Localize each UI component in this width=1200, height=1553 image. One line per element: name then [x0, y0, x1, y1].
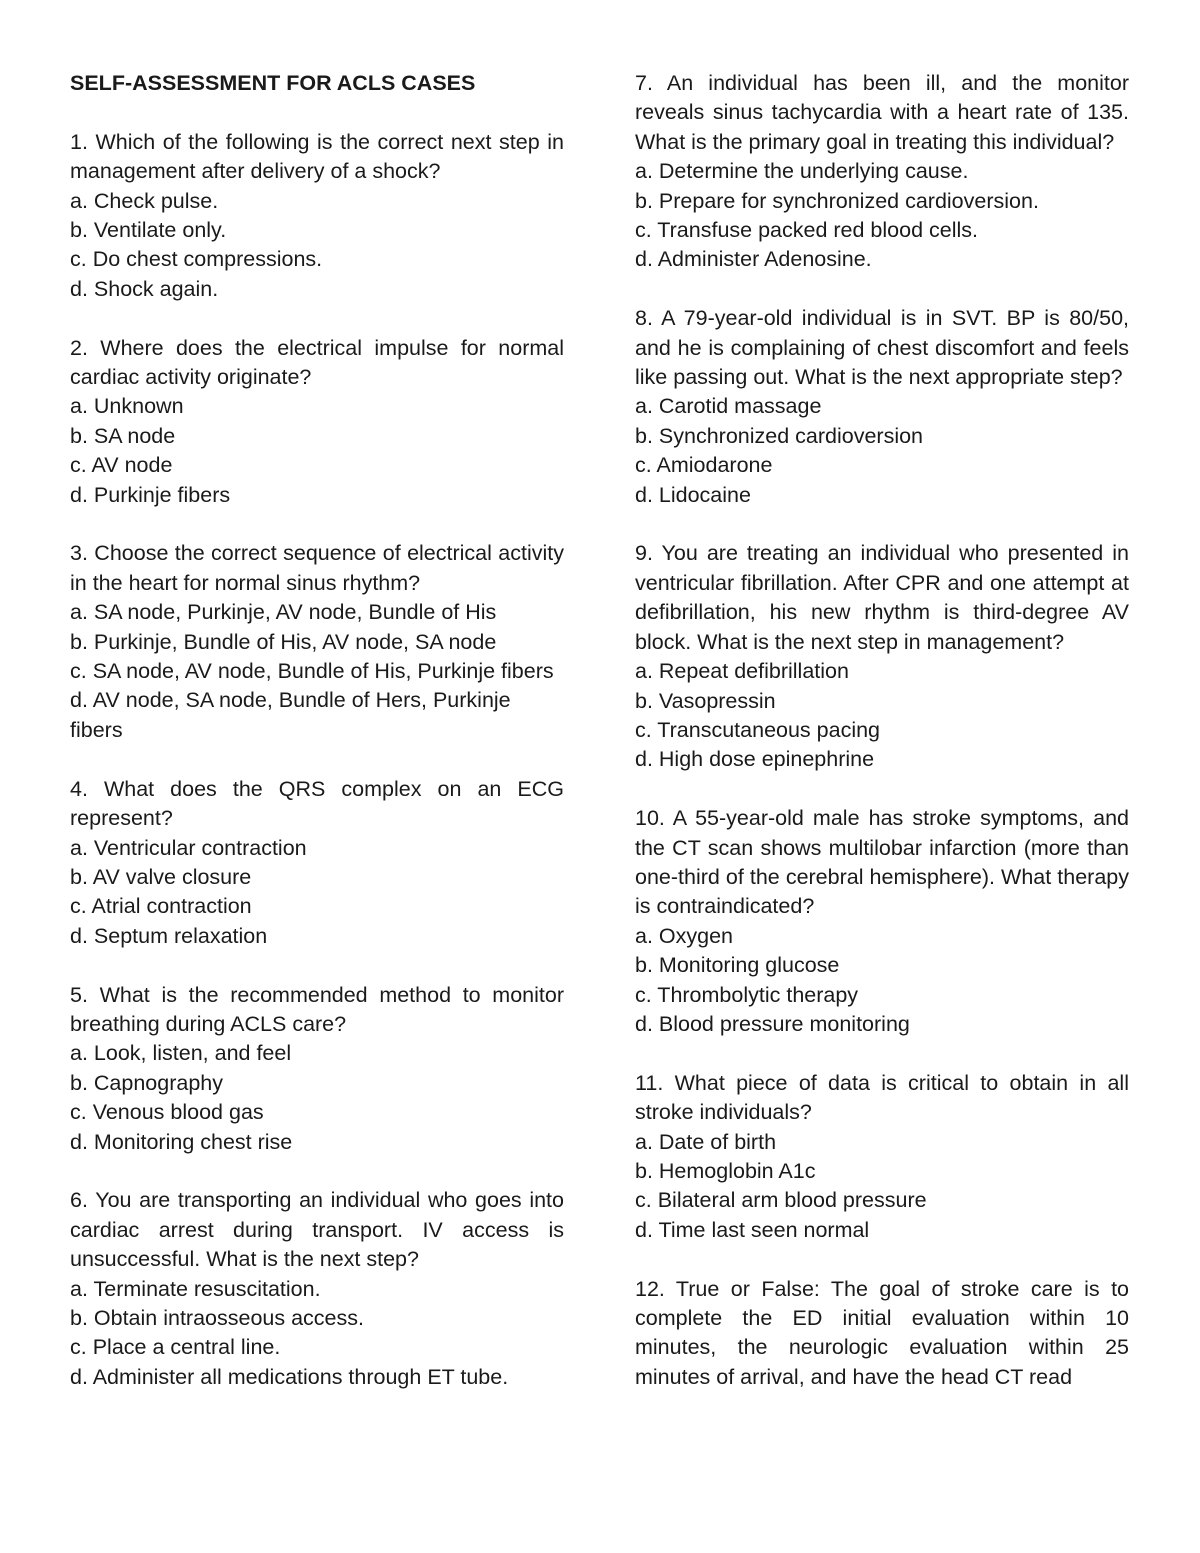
- answer-option: b. Hemoglobin A1c: [635, 1158, 816, 1183]
- answer-option: c. Place a central line.: [70, 1335, 281, 1360]
- answer-option: a. Ventricular contraction: [70, 835, 307, 860]
- answer-option: a. SA node, Purkinje, AV node, Bundle of His: [70, 600, 497, 625]
- question-stem: 1. Which of the following is the correct next step in management after delivery of a shock?: [70, 129, 564, 184]
- left-column: [70, 69, 564, 1422]
- answer-option: c. Atrial contraction: [70, 894, 252, 919]
- answer-option: a. Date of birth: [635, 1129, 777, 1154]
- answer-option: b. Monitoring glucose: [635, 953, 840, 978]
- answer-option: a. Look, listen, and feel: [70, 1041, 292, 1066]
- answer-option: a. Repeat defibrillation: [635, 659, 849, 684]
- answer-option: b. AV valve closure: [70, 864, 252, 889]
- question-list-right: [635, 69, 1129, 1392]
- question-block: [635, 804, 1129, 1039]
- answer-option: b. Obtain intraosseous access.: [70, 1305, 364, 1330]
- answer-option: b. Ventilate only.: [70, 218, 227, 243]
- answer-option: c. Bilateral arm blood pressure: [635, 1188, 927, 1213]
- answer-option: a. Unknown: [70, 394, 184, 419]
- answer-option: c. SA node, AV node, Bundle of His, Purkinje fibers: [70, 659, 554, 684]
- answer-option: d. Purkinje fibers: [70, 482, 231, 507]
- answer-option: d. Blood pressure monitoring: [635, 1011, 910, 1036]
- question-block: [635, 69, 1129, 275]
- right-column: [635, 69, 1129, 1422]
- question-stem: 5. What is the recommended method to monitor breathing during ACLS care?: [70, 982, 564, 1036]
- answer-option: d. Shock again.: [70, 276, 219, 301]
- answer-option: d. Time last seen normal: [635, 1217, 870, 1242]
- answer-option: c. Thrombolytic therapy: [635, 982, 859, 1007]
- answer-option: a. Oxygen: [635, 923, 733, 948]
- answer-option: a. Determine the underlying cause.: [635, 159, 969, 184]
- question-stem: 9. You are treating an individual who presented in ventricular fibrillation. After CPR and one attempt at defibrillation, his new rhythm is third-degree AV block. What is the next step in management?: [635, 541, 1129, 654]
- answer-option: b. Purkinje, Bundle of His, AV node, SA node: [70, 629, 497, 654]
- answer-option: c. Transcutaneous pacing: [635, 717, 881, 742]
- answer-option: d. Administer all medications through ET tube.: [70, 1364, 509, 1389]
- answer-option: a. Carotid massage: [635, 394, 822, 419]
- answer-option: a. Check pulse.: [70, 188, 219, 213]
- question-block: [635, 539, 1129, 774]
- answer-option: c. Venous blood gas: [70, 1100, 264, 1125]
- question-block: [635, 304, 1129, 510]
- question-block: [70, 128, 564, 304]
- answer-option: d. High dose epinephrine: [635, 747, 875, 772]
- question-stem: 10. A 55-year-old male has stroke symptoms, and the CT scan shows multilobar infarction (more than one-third of the cerebral hemisphere). What therapy is contraindicated?: [635, 806, 1129, 919]
- question-block: [635, 1069, 1129, 1245]
- question-stem: 2. Where does the electrical impulse for normal cardiac activity originate?: [70, 335, 564, 390]
- question-stem: 12. True or False: The goal of stroke care is to complete the ED initial evaluation within 10 minutes, the neurologic evaluation within 25 minutes of arrival, and have the head CT read: [635, 1276, 1129, 1389]
- answer-option: c. Do chest compressions.: [70, 247, 323, 272]
- answer-option: b. Prepare for synchronized cardioversion.: [635, 188, 1039, 213]
- question-block: [70, 334, 564, 510]
- question-stem: 6. You are transporting an individual who goes into cardiac arrest during transport. IV access is unsuccessful. What is the next step?: [70, 1188, 564, 1272]
- question-block: [70, 1186, 564, 1392]
- answer-option: b. Vasopressin: [635, 688, 776, 713]
- answer-option: b. Synchronized cardioversion: [635, 423, 924, 448]
- answer-option: d. Monitoring chest rise: [70, 1129, 293, 1154]
- answer-option: b. Capnography: [70, 1070, 223, 1095]
- answer-option: c. Amiodarone: [635, 453, 773, 478]
- answer-option: b. SA node: [70, 423, 176, 448]
- question-stem: 3. Choose the correct sequence of electrical activity in the heart for normal sinus rhythm?: [70, 541, 564, 595]
- answer-option: d. AV node, SA node, Bundle of Hers, Purkinje fibers: [70, 688, 511, 742]
- question-stem: 4. What does the QRS complex on an ECG represent?: [70, 776, 564, 831]
- document-title: SELF-ASSESSMENT FOR ACLS CASES: [70, 71, 476, 95]
- answer-option: c. Transfuse packed red blood cells.: [635, 218, 978, 243]
- answer-option: c. AV node: [70, 453, 173, 478]
- question-stem: 7. An individual has been ill, and the monitor reveals sinus tachycardia with a heart rate of 135. What is the primary goal in treating this individual?: [635, 71, 1129, 154]
- question-block: [635, 1275, 1129, 1393]
- question-list-left: [70, 128, 564, 1392]
- question-block: [70, 539, 564, 745]
- answer-option: d. Administer Adenosine.: [635, 247, 872, 272]
- answer-option: a. Terminate resuscitation.: [70, 1276, 321, 1301]
- question-block: [70, 775, 564, 951]
- answer-option: d. Lidocaine: [635, 482, 751, 507]
- question-stem: 8. A 79-year-old individual is in SVT. BP is 80/50, and he is complaining of chest discomfort and feels like passing out. What is the next appropriate step?: [635, 306, 1129, 390]
- question-block: [70, 981, 564, 1157]
- answer-option: d. Septum relaxation: [70, 923, 268, 948]
- question-stem: 11. What piece of data is critical to obtain in all stroke individuals?: [635, 1070, 1129, 1125]
